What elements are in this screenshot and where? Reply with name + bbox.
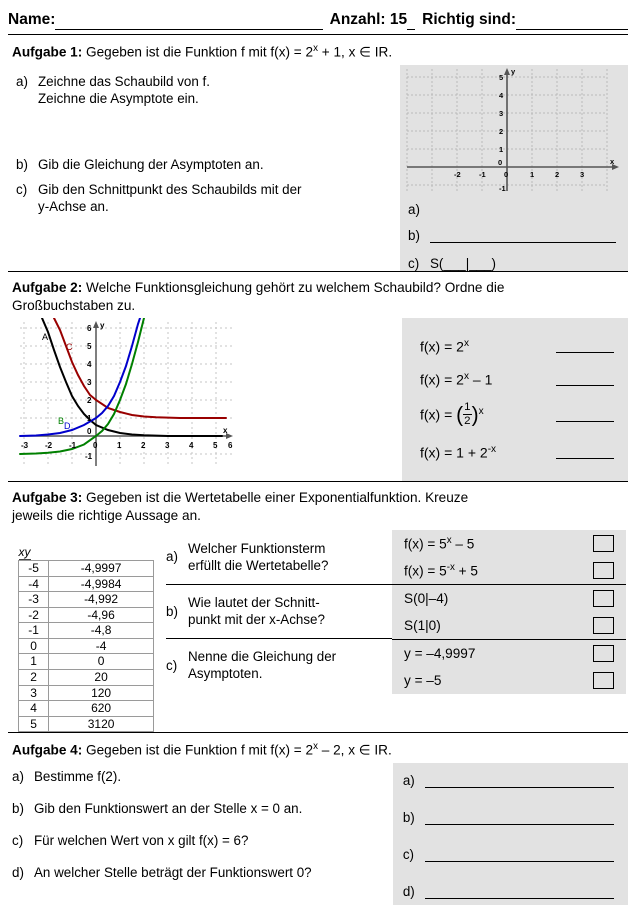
equation-answer-blank-2[interactable] xyxy=(556,373,614,386)
svg-text:-1: -1 xyxy=(69,440,77,450)
task-4-label: Aufgabe 4: xyxy=(12,742,83,758)
answer-point-template[interactable]: S(___|___) xyxy=(430,255,497,271)
task-3 xyxy=(8,482,628,734)
checkbox-b1[interactable] xyxy=(593,590,614,607)
svg-text:3: 3 xyxy=(165,440,170,450)
fraction-numerator: 1 xyxy=(463,402,471,415)
question-letter: b) xyxy=(166,603,178,619)
svg-text:2: 2 xyxy=(555,169,560,179)
svg-text:1: 1 xyxy=(87,413,92,423)
table-row: 3 120 xyxy=(19,685,154,701)
option-text: y = –4,9997 xyxy=(404,645,476,661)
task-2-equation-4 xyxy=(420,436,614,469)
task-1-coordinate-grid[interactable] xyxy=(400,65,628,193)
task-2 xyxy=(8,272,628,482)
table-row: -4 -4,9984 xyxy=(19,576,154,592)
svg-text:1: 1 xyxy=(117,440,122,450)
task-4-heading-text: Gegeben ist die Funktion f mit f(x) = 2 xyxy=(86,742,314,758)
task-1-question-c xyxy=(16,181,400,216)
question-text-line1: Gib den Schnittpunkt des Schaubilds mit der xyxy=(38,181,302,197)
option-text: y = –5 xyxy=(404,672,442,688)
question-text: Gib den Funktionswert an der Stelle x = 0 an. xyxy=(34,801,303,817)
svg-text:4: 4 xyxy=(499,90,504,100)
checkbox-a1[interactable] xyxy=(593,535,614,552)
task-3-options-b xyxy=(392,584,626,639)
task-2-equation-1 xyxy=(420,330,614,363)
option-row[interactable] xyxy=(392,557,626,584)
task-1-heading-text: Gegeben ist die Funktion f mit f(x) = 2 xyxy=(86,44,314,60)
equation-answer-blank-1[interactable] xyxy=(556,340,614,353)
option-row[interactable] xyxy=(392,640,626,667)
left-paren: ( xyxy=(456,403,464,427)
task-3-value-table-wrap xyxy=(8,530,160,733)
equation-exponent: x xyxy=(478,405,484,417)
svg-text:5: 5 xyxy=(213,440,218,450)
checkbox-c1[interactable] xyxy=(593,645,614,662)
answer-letter: a) xyxy=(402,773,415,789)
checkbox-a2[interactable] xyxy=(593,562,614,579)
option-row[interactable] xyxy=(392,612,626,639)
option-text: f(x) = 5 xyxy=(404,563,447,579)
task-1-answer-c[interactable] xyxy=(400,243,628,271)
task-2-label: Aufgabe 2: xyxy=(12,279,83,295)
svg-text:5: 5 xyxy=(499,72,504,82)
task-4-heading-tail: – 2, x ∈ IR. xyxy=(317,742,392,758)
column-header-x: x xyxy=(18,545,25,560)
task-3-options-a xyxy=(392,530,626,584)
answer-letter: b) xyxy=(408,227,420,243)
svg-text:1: 1 xyxy=(530,169,535,179)
task-4-question-d xyxy=(12,865,393,880)
column-header-y: y xyxy=(24,545,31,560)
y-axis-label: y xyxy=(100,320,105,330)
x-axis-label: x xyxy=(610,156,615,166)
task-3-heading-line1: Gegeben ist die Wertetabelle einer Exponentialfunktion. Kreuze xyxy=(86,489,469,505)
task-1-questions xyxy=(8,65,400,271)
svg-text:-1: -1 xyxy=(479,169,486,179)
name-input-line[interactable] xyxy=(55,9,322,30)
svg-text:0: 0 xyxy=(498,157,503,167)
task-4-answer-b[interactable] xyxy=(403,810,614,825)
task-2-graph[interactable] xyxy=(8,318,244,471)
option-row[interactable] xyxy=(392,530,626,557)
question-letter: a) xyxy=(12,769,24,785)
question-text: Für welchen Wert von x gilt f(x) = 6? xyxy=(34,833,249,849)
task-3-question-c xyxy=(166,638,392,692)
question-text-line2: y-Achse an. xyxy=(38,199,109,215)
svg-text:-2: -2 xyxy=(454,169,461,179)
option-tail: + 5 xyxy=(454,563,478,579)
option-text: S(1|0) xyxy=(404,617,441,633)
question-text-line2: punkt mit der x-Achse? xyxy=(188,612,325,628)
task-3-question-a xyxy=(166,530,392,584)
answer-letter: a) xyxy=(408,201,420,217)
svg-text:3: 3 xyxy=(499,108,504,118)
curve-label-c: C xyxy=(66,341,73,352)
svg-text:2: 2 xyxy=(141,440,146,450)
equation-exponent: -x xyxy=(487,443,497,455)
curve-label-b: B xyxy=(58,415,65,426)
task-1-answer-a xyxy=(400,193,628,217)
answer-line-c[interactable] xyxy=(425,847,614,862)
question-text-line2: erfüllt die Wertetabelle? xyxy=(188,557,329,573)
answer-letter: d) xyxy=(402,884,415,900)
curve-label-d: D xyxy=(64,420,71,431)
answer-letter: b) xyxy=(402,810,415,826)
table-row: 4 620 xyxy=(19,701,154,717)
svg-text:5: 5 xyxy=(87,341,92,351)
task-3-questions xyxy=(160,530,392,692)
question-text: Gib die Gleichung der Asymptoten an. xyxy=(38,156,264,172)
x-axis-label: x xyxy=(223,425,228,435)
checkbox-c2[interactable] xyxy=(593,672,614,689)
task-1-question-b xyxy=(16,156,400,174)
svg-text:1: 1 xyxy=(499,144,504,154)
question-letter: c) xyxy=(16,181,28,197)
question-text: Bestimme f(2). xyxy=(34,769,122,785)
svg-text:-2: -2 xyxy=(45,440,53,450)
svg-text:0: 0 xyxy=(504,169,509,179)
task-3-options-c xyxy=(392,639,626,694)
svg-text:4: 4 xyxy=(87,359,92,369)
equation-exponent: x xyxy=(463,370,470,382)
checkbox-b2[interactable] xyxy=(593,617,614,634)
option-row[interactable] xyxy=(392,585,626,612)
answer-line-b[interactable] xyxy=(430,228,616,243)
task-4-question-b xyxy=(12,801,393,816)
table-row: -3 -4,992 xyxy=(19,592,154,608)
task-1-label: Aufgabe 1: xyxy=(12,44,83,60)
svg-text:-1: -1 xyxy=(85,451,93,461)
table-row: -1 -4,8 xyxy=(19,623,154,639)
correct-label: Richtig sind: xyxy=(422,11,516,28)
question-text-line1: Nenne die Gleichung der xyxy=(188,649,337,664)
answer-letter: c) xyxy=(402,847,415,863)
equation-text: f(x) = 2 xyxy=(420,338,464,355)
question-letter: b) xyxy=(12,801,24,817)
svg-text:-3: -3 xyxy=(21,440,29,450)
equation-tail: – 1 xyxy=(469,371,493,388)
task-2-heading xyxy=(8,272,628,318)
task-1-answer-panel xyxy=(400,65,628,271)
svg-text:-1: -1 xyxy=(499,183,506,193)
question-text: An welcher Stelle beträgt der Funktionswert 0? xyxy=(34,865,312,881)
option-row[interactable] xyxy=(392,667,626,694)
answer-letter: c) xyxy=(408,255,420,271)
count-label: Anzahl: 15 xyxy=(329,11,408,28)
task-1-answer-b[interactable] xyxy=(400,217,628,243)
fraction-one-half xyxy=(463,402,471,428)
task-4-answer-a[interactable] xyxy=(403,773,614,788)
svg-text:6: 6 xyxy=(87,323,92,333)
task-3-label: Aufgabe 3: xyxy=(12,489,83,505)
equation-answer-blank-4[interactable] xyxy=(556,446,614,459)
table-row: 5 3120 xyxy=(19,716,154,732)
option-exponent: x xyxy=(446,535,452,547)
task-4-answer-panel xyxy=(393,763,628,905)
fraction-denominator: 2 xyxy=(464,415,471,428)
worksheet-header xyxy=(8,0,628,30)
task-4-answer-d[interactable] xyxy=(403,884,614,899)
question-text-line1: Zeichne das Schaubild von f. xyxy=(38,73,210,89)
equation-text: f(x) = xyxy=(420,406,457,423)
task-1-heading-tail: + 1, x ∈ IR. xyxy=(317,44,393,60)
question-letter: a) xyxy=(166,549,178,565)
task-3-heading-line2: jeweils die richtige Aussage an. xyxy=(12,507,201,523)
svg-text:6: 6 xyxy=(228,440,233,450)
task-2-curves-svg xyxy=(12,318,244,468)
question-letter: c) xyxy=(166,657,178,673)
curve-label-a: A xyxy=(42,331,49,342)
svg-text:3: 3 xyxy=(87,377,92,387)
task-2-equation-2 xyxy=(420,363,614,396)
answer-line-a[interactable] xyxy=(425,773,614,788)
equation-exponent: x xyxy=(463,337,470,349)
y-axis-label: y xyxy=(511,66,516,76)
task-4-question-a xyxy=(12,769,393,784)
table-row: 2 20 xyxy=(19,670,154,686)
task-4-answer-c[interactable] xyxy=(403,847,614,862)
task-1-heading xyxy=(8,35,628,65)
equation-text: f(x) = 1 + 2 xyxy=(420,444,488,461)
answer-line-b[interactable] xyxy=(425,810,614,825)
right-paren: ) xyxy=(471,403,479,427)
task-2-equations-panel xyxy=(402,318,628,481)
task-2-heading-line2: Großbuchstaben zu. xyxy=(12,297,136,313)
svg-text:0: 0 xyxy=(87,426,92,436)
task-2-heading-line1: Welche Funktionsgleichung gehört zu welchem Schaubild? Ordne die xyxy=(86,279,505,295)
question-text-line1: Wie lautet der Schnitt- xyxy=(188,595,320,610)
task-4-questions xyxy=(8,763,393,897)
question-letter: d) xyxy=(12,865,24,881)
task-4 xyxy=(8,733,628,905)
name-label: Name: xyxy=(8,11,56,28)
task-4-exponent: x xyxy=(313,741,318,753)
equation-answer-blank-3[interactable] xyxy=(556,409,614,422)
option-exponent: -x xyxy=(446,562,455,574)
task-4-heading xyxy=(8,733,628,763)
count-underline xyxy=(407,9,415,30)
value-table xyxy=(18,530,154,733)
question-letter: c) xyxy=(12,833,24,849)
table-row: -5 -4,9997 xyxy=(19,560,154,576)
empty-coordinate-system-svg xyxy=(400,65,628,193)
task-1 xyxy=(8,35,628,272)
equation-text: f(x) = 2 xyxy=(420,371,464,388)
question-letter: b) xyxy=(16,156,28,172)
svg-text:2: 2 xyxy=(87,395,92,405)
task-4-question-c xyxy=(12,833,393,848)
task-1-question-a xyxy=(16,73,400,108)
svg-text:3: 3 xyxy=(580,169,585,179)
answer-line-d[interactable] xyxy=(425,884,614,899)
question-text-line2: Asymptoten. xyxy=(188,666,263,682)
table-row: 0 -4 xyxy=(19,638,154,654)
table-row: 1 0 xyxy=(19,654,154,670)
correct-input-line[interactable] xyxy=(516,9,628,30)
option-tail: – 5 xyxy=(451,536,475,552)
task-3-heading xyxy=(8,482,628,528)
task-3-options-panel xyxy=(392,530,626,694)
option-text: f(x) = 5 xyxy=(404,536,447,552)
task-3-question-b xyxy=(166,584,392,638)
svg-text:0: 0 xyxy=(93,440,98,450)
option-text: S(0|–4) xyxy=(404,590,449,606)
question-letter: a) xyxy=(16,73,28,89)
table-header-row xyxy=(19,530,49,560)
svg-text:2: 2 xyxy=(499,126,504,136)
table-row: -2 -4,96 xyxy=(19,607,154,623)
task-2-equation-3 xyxy=(420,396,614,436)
question-text-line1: Welcher Funktionsterm xyxy=(188,540,326,556)
svg-text:4: 4 xyxy=(189,440,194,450)
task-1-exponent: x xyxy=(313,43,318,54)
question-text-line2: Zeichne die Asymptote ein. xyxy=(38,91,199,107)
